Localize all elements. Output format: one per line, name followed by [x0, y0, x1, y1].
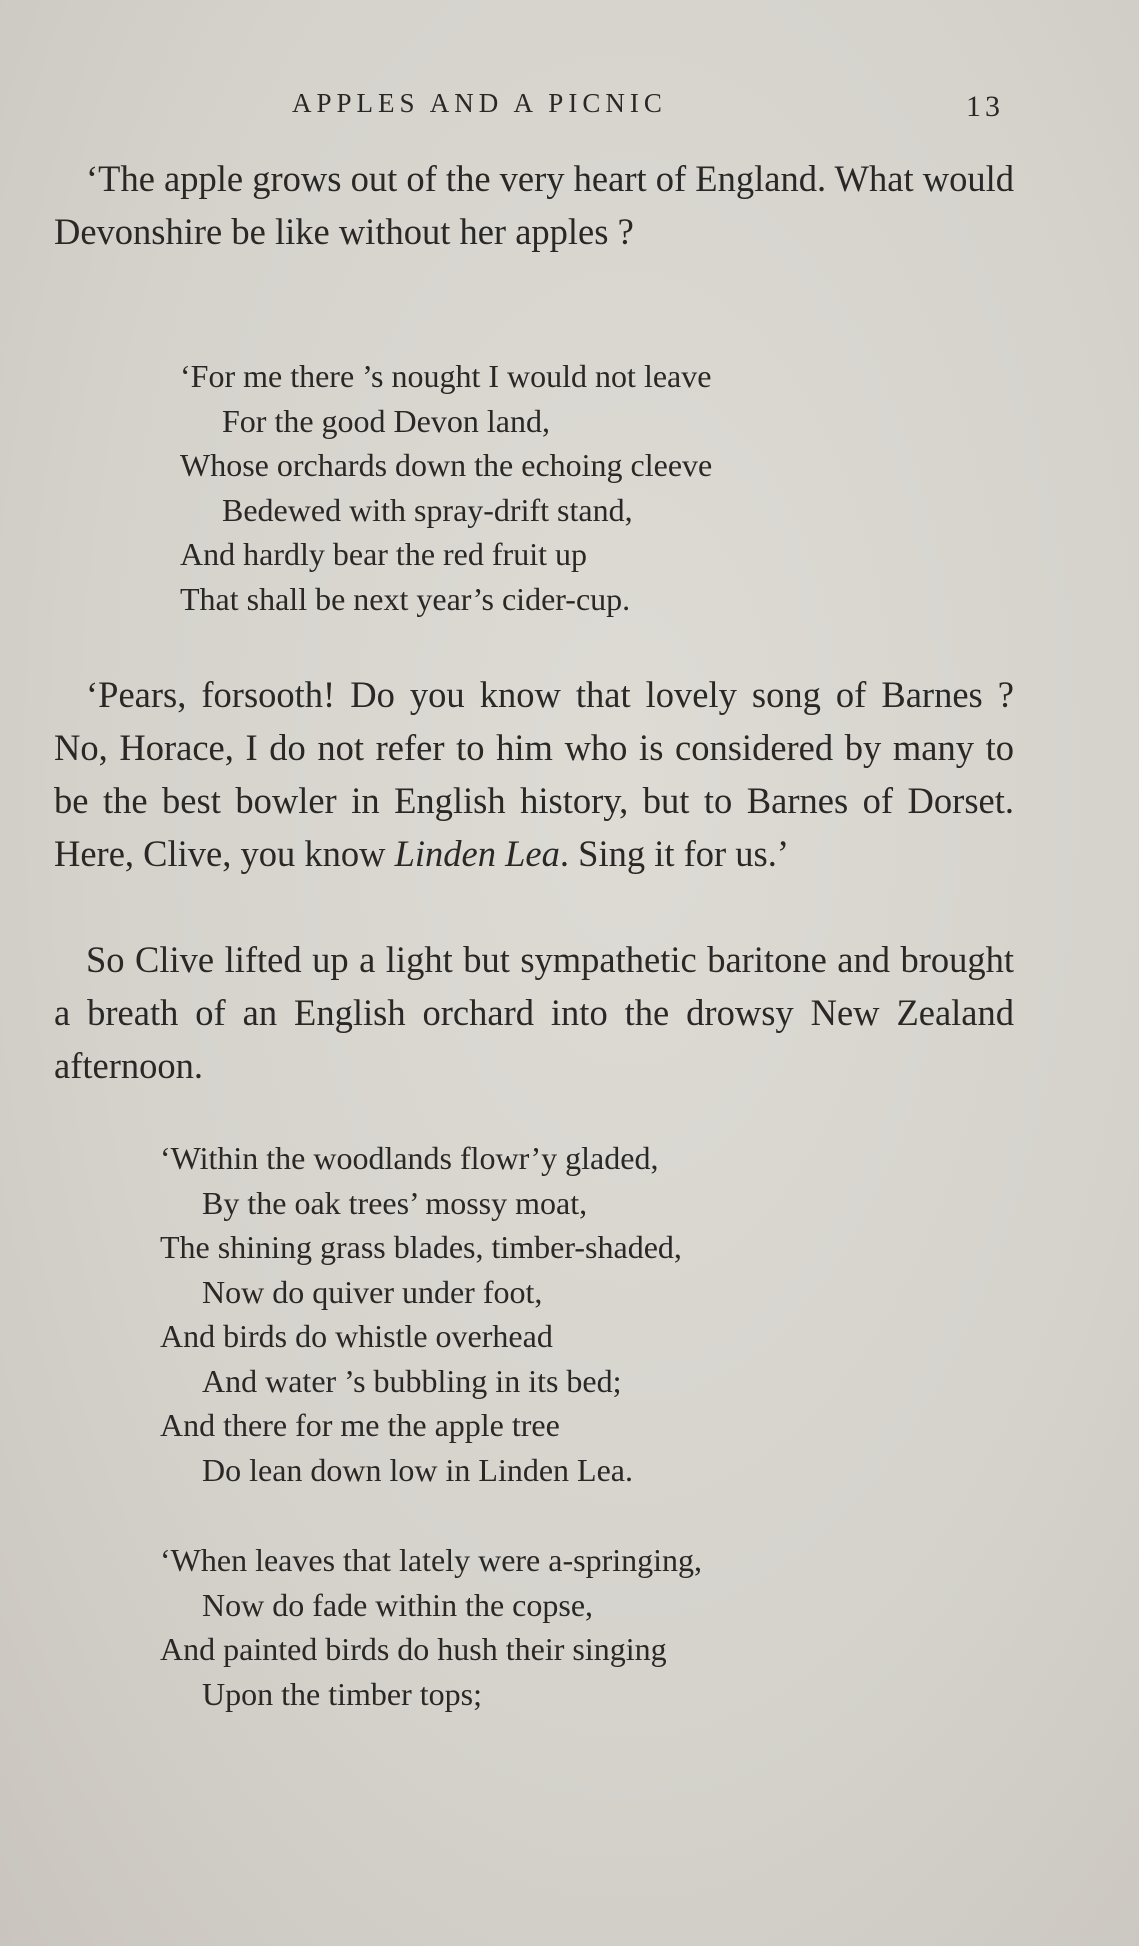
verse-line: ‘For me there ’s nought I would not leave — [180, 358, 712, 394]
verse-line: And birds do whistle overhead — [160, 1318, 553, 1354]
paragraph-text-start: ‘Pears, forsooth! Do you know that lovely song of Barnes ? No, Horace, I do not refer to him who is considered by many to be the best bowler in English history, but to Barnes of Dorset. Here, Clive, you know — [54, 674, 1014, 874]
paragraph-text-end: . Sing it for us.’ — [559, 833, 790, 874]
paragraph-clive-sings — [54, 933, 1014, 1092]
page-header — [0, 88, 1139, 128]
verse-line: Bedewed with spray-drift stand, — [222, 491, 633, 528]
verse-line: Upon the timber tops; — [202, 1675, 482, 1712]
verse-line: And hardly bear the red fruit up — [180, 536, 587, 572]
verse-line: ‘When leaves that lately were a-springing, — [160, 1542, 702, 1578]
verse-linden-lea-1 — [160, 1136, 682, 1492]
verse-linden-lea-2 — [160, 1538, 702, 1716]
song-title: Linden Lea — [394, 833, 560, 874]
paragraph-text: So Clive lifted up a light but sympathetic baritone and brought a breath of an English orchard into the drowsy New Zealand afternoon. — [54, 939, 1014, 1086]
verse-line: Now do quiver under foot, — [202, 1273, 543, 1310]
verse-line: And there for me the apple tree — [160, 1407, 560, 1443]
verse-line: That shall be next year’s cider-cup. — [180, 580, 631, 617]
verse-devon — [180, 354, 712, 621]
paragraph-text: ‘The apple grows out of the very heart of England. What would Devonshire be like without her apples ? — [54, 158, 1014, 252]
verse-line: Whose orchards down the echoing cleeve — [180, 447, 713, 483]
verse-line: By the oak trees’ mossy moat, — [202, 1184, 588, 1221]
running-title: APPLES AND A PICNIC — [292, 88, 667, 118]
paragraph-apple-england — [54, 152, 1014, 258]
verse-line: ‘Within the woodlands flowr’y gladed, — [160, 1140, 659, 1176]
verse-line: Now do fade within the copse, — [202, 1586, 594, 1623]
verse-line: For the good Devon land, — [222, 402, 550, 439]
page-number: 13 — [966, 90, 1004, 123]
verse-line: The shining grass blades, timber-shaded, — [160, 1229, 682, 1265]
verse-line: And water ’s bubbling in its bed; — [202, 1362, 622, 1399]
verse-line: Do lean down low in Linden Lea. — [202, 1451, 633, 1488]
verse-line: And painted birds do hush their singing — [160, 1631, 667, 1667]
paragraph-pears — [54, 668, 1014, 880]
